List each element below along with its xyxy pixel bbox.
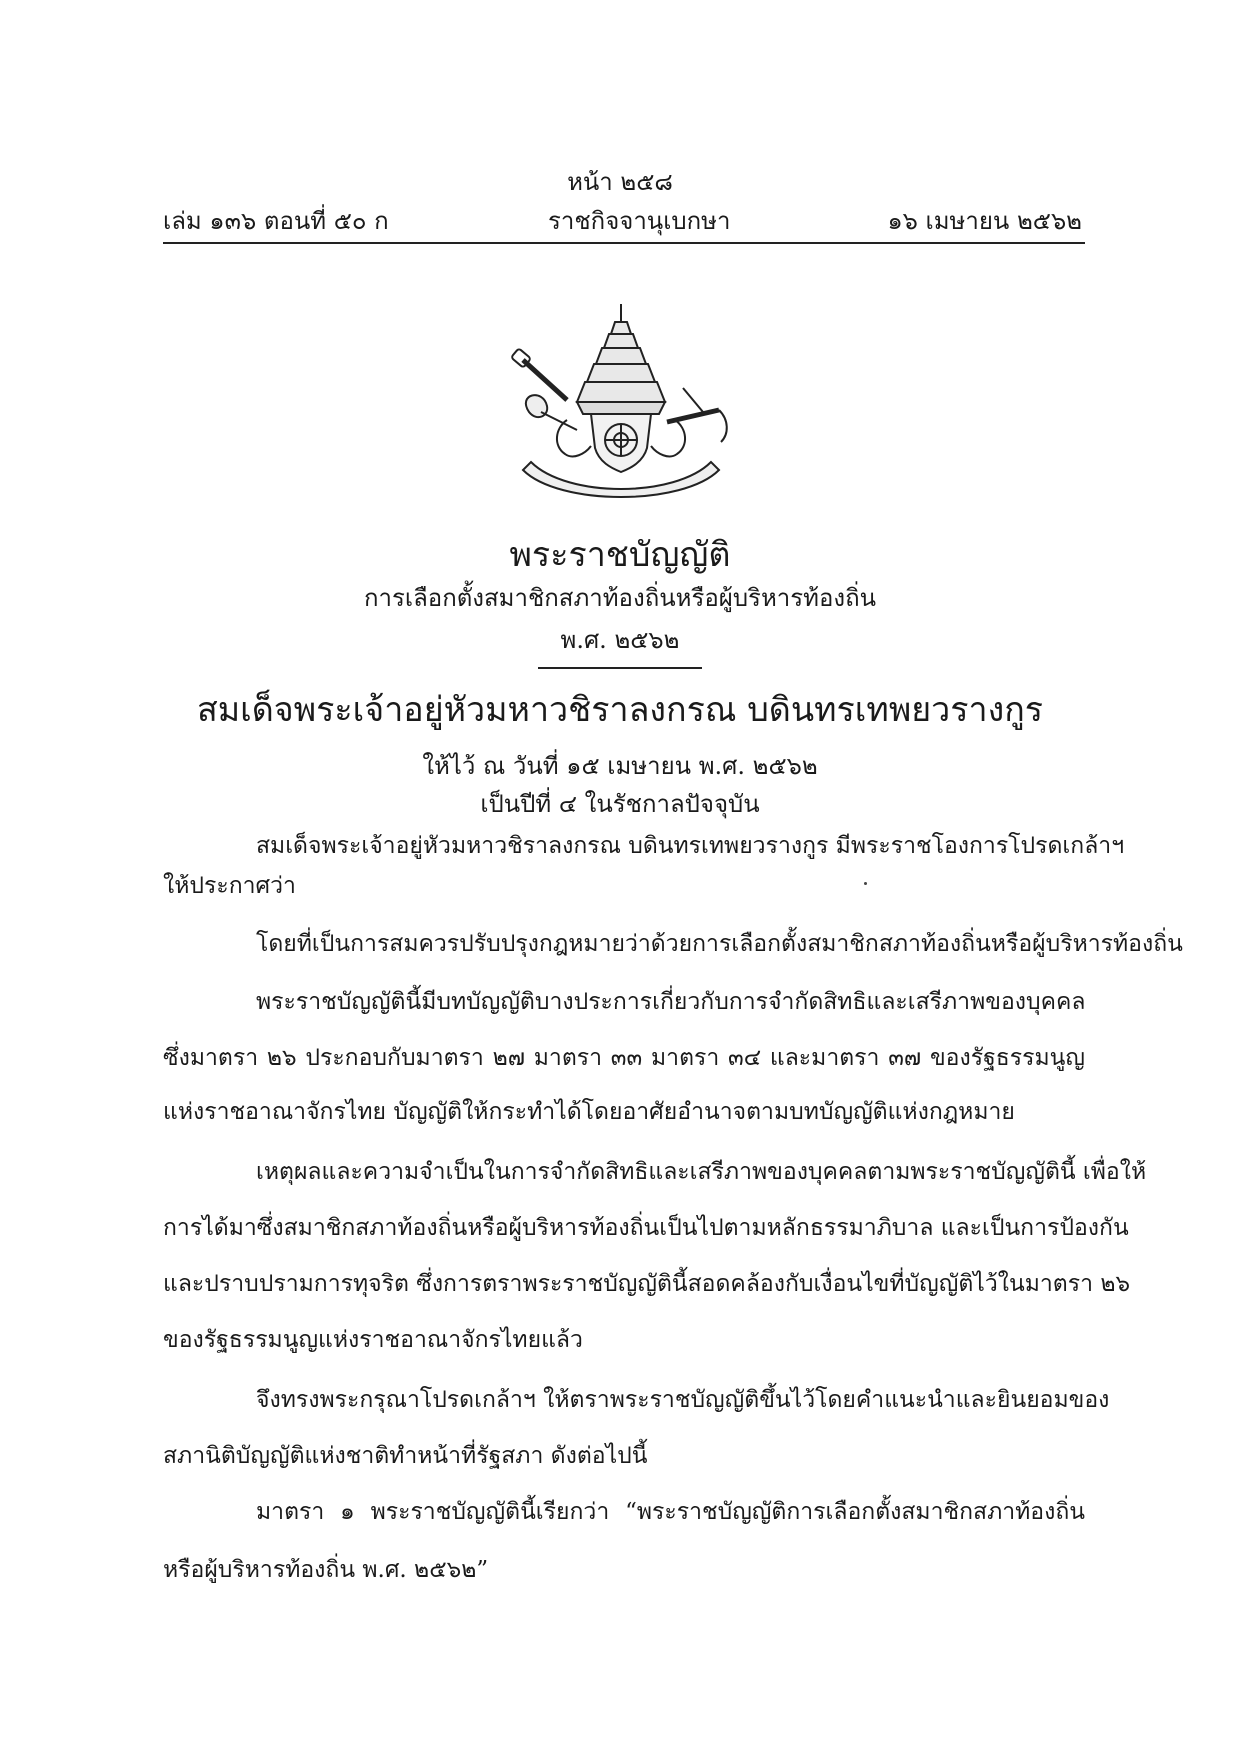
page-number: หน้า ๒๕๘ [567, 168, 673, 196]
body-line: การได้มาซึ่งสมาชิกสภาท้องถิ่นหรือผู้บริหารท้องถิ่นเป็นไปตามหลักธรรมาภิบาล และเป็นการป้องกัน [163, 1215, 1129, 1241]
body-line: พระราชบัญญัตินี้มีบทบัญญัติบางประการเกี่ยวกับการจำกัดสิทธิและเสรีภาพของบุคคล [256, 989, 1086, 1015]
publication-date: ๑๖ เมษายน ๒๕๖๒ [887, 207, 1082, 235]
body-line: ให้ประกาศว่า [163, 873, 296, 899]
body-line: โดยที่เป็นการสมควรปรับปรุงกฎหมายว่าด้วยการเลือกตั้งสมาชิกสภาท้องถิ่นหรือผู้บริหารท้องถิ่น [256, 931, 1183, 957]
body-line: แห่งราชอาณาจักรไทย บัญญัติให้กระทำได้โดยอาศัยอำนาจตามบทบัญญัติแห่งกฎหมาย [163, 1099, 1015, 1125]
body-line: และปราบปรามการทุจริต ซึ่งการตราพระราชบัญญัตินี้สอดคล้องกับเงื่อนไขที่บัญญัติไว้ในมาตรา ๒๖ [163, 1271, 1131, 1297]
king-name: สมเด็จพระเจ้าอยู่หัวมหาวชิราลงกรณ บดินทรเทพยวรางกูร [196, 690, 1044, 730]
body-line: จึงทรงพระกรุณาโปรดเกล้าฯ ให้ตราพระราชบัญญัติขึ้นไว้โดยคำแนะนำและยินยอมของ [256, 1387, 1110, 1413]
reign-year: เป็นปีที่ ๔ ในรัชกาลปัจจุบัน [480, 790, 760, 818]
document-title: พระราชบัญญัติ [509, 535, 731, 575]
header-rule [163, 242, 1085, 244]
body-line: เหตุผลและความจำเป็นในการจำกัดสิทธิและเสรีภาพของบุคคลตามพระราชบัญญัตินี้ เพื่อให้ [256, 1159, 1147, 1185]
section-1-line: มาตรา ๑ พระราชบัญญัตินี้เรียกว่า “พระราชบัญญัติการเลือกตั้งสมาชิกสภาท้องถิ่น [256, 1499, 1085, 1525]
document-year: พ.ศ. ๒๕๖๒ [560, 626, 680, 654]
body-line: ซึ่งมาตรา ๒๖ ประกอบกับมาตรา ๒๗ มาตรา ๓๓ มาตรา ๓๔ และมาตรา ๓๗ ของรัฐธรรมนูญ [163, 1045, 1085, 1071]
body-line: ของรัฐธรรมนูญแห่งราชอาณาจักรไทยแล้ว [163, 1327, 583, 1353]
section-1-line: หรือผู้บริหารท้องถิ่น พ.ศ. ๒๕๖๒” [163, 1557, 489, 1583]
document-subtitle: การเลือกตั้งสมาชิกสภาท้องถิ่นหรือผู้บริหารท้องถิ่น [363, 584, 877, 612]
body-line: สมเด็จพระเจ้าอยู่หัวมหาวชิราลงกรณ บดินทรเทพยวรางกูร มีพระราชโองการโปรดเกล้าฯ [256, 833, 1125, 859]
scan-speck [864, 882, 867, 885]
title-divider [538, 667, 702, 669]
given-date: ให้ไว้ ณ วันที่ ๑๕ เมษายน พ.ศ. ๒๕๖๒ [422, 752, 818, 780]
body-line: สภานิติบัญญัติแห่งชาติทำหน้าที่รัฐสภา ดังต่อไปนี้ [163, 1443, 648, 1469]
gazette-name: ราชกิจจานุเบกษา [548, 207, 731, 235]
royal-emblem-icon [507, 302, 735, 502]
volume-issue: เล่ม ๑๓๖ ตอนที่ ๕๐ ก [163, 207, 389, 235]
